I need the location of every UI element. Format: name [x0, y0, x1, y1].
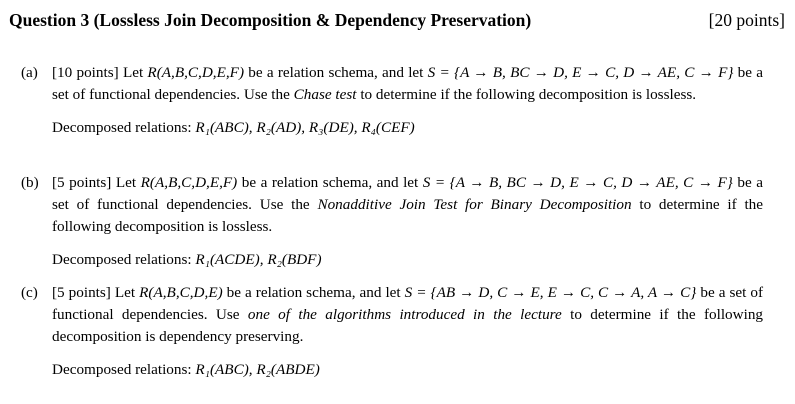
part-text-segment: be a set of functional dependencies. Use: [52, 284, 763, 323]
part-label: (a): [21, 64, 38, 81]
part-text-segment: to determine if the following decomposition is dependency preserving.: [52, 306, 764, 345]
decomposition: [52, 359, 763, 381]
part-text-segment: to determine if the following decomposition is lossless.: [52, 196, 764, 235]
decomposed-relations: R₁(ACDE), R₂(BDF): [195, 251, 322, 268]
part-intro: Let: [114, 284, 140, 301]
method-name: one of the algorithms introduced in the lecture: [247, 306, 562, 323]
part-text-segment: be a relation schema, and let: [244, 64, 428, 81]
part-text-segment: be a relation schema, and let: [237, 174, 423, 191]
part-marks: [5 points]: [52, 284, 111, 301]
question-points: [20 points]: [708, 10, 785, 30]
decomposition: [52, 249, 763, 271]
part-text-segment: be a set of functional dependencies. Use the: [52, 174, 763, 213]
part-intro: Let: [122, 64, 148, 81]
question-header: [9, 10, 785, 31]
method-name: Chase test: [293, 86, 357, 103]
part-text: [52, 282, 763, 348]
part-c: [21, 282, 763, 381]
part-a: [21, 62, 763, 139]
functional-dependencies: S = {A → B, BC → D, E → C, D → AE, C → F}: [427, 64, 734, 81]
part-marks: [10 points]: [52, 64, 119, 81]
part-text: [52, 172, 763, 238]
part-b: [21, 172, 763, 271]
relation-schema: R(A,B,C,D,E): [139, 284, 223, 301]
part-intro: Let: [115, 174, 141, 191]
part-text-segment: to determine if the following decomposition is lossless.: [356, 86, 697, 103]
decomposed-relations: R₁(ABC), R₂(ABDE): [195, 361, 320, 378]
part-marks: [5 points]: [52, 174, 112, 191]
decomposition-label: Decomposed relations:: [52, 251, 196, 268]
method-name: Nonadditive Join Test for Binary Decomposition: [317, 196, 632, 213]
part-text: [52, 62, 763, 106]
decomposition-label: Decomposed relations:: [52, 119, 196, 136]
decomposition-label: Decomposed relations:: [52, 361, 196, 378]
part-label: (b): [21, 174, 39, 191]
part-text-segment: be a set of functional dependencies. Use the: [52, 64, 763, 103]
question-title: Question 3 (Lossless Join Decomposition & Dependency Preservation): [9, 10, 532, 30]
part-label: (c): [21, 284, 38, 301]
relation-schema: R(A,B,C,D,E,F): [140, 174, 238, 191]
decomposition: [52, 117, 763, 139]
functional-dependencies: S = {A → B, BC → D, E → C, D → AE, C → F}: [422, 174, 733, 191]
decomposed-relations: R₁(ABC), R₂(AD), R₃(DE), R₄(CEF): [195, 119, 415, 136]
relation-schema: R(A,B,C,D,E,F): [147, 64, 245, 81]
part-text-segment: be a relation schema, and let: [222, 284, 405, 301]
functional-dependencies: S = {AB → D, C → E, E → C, C → A, A → C}: [404, 284, 697, 301]
